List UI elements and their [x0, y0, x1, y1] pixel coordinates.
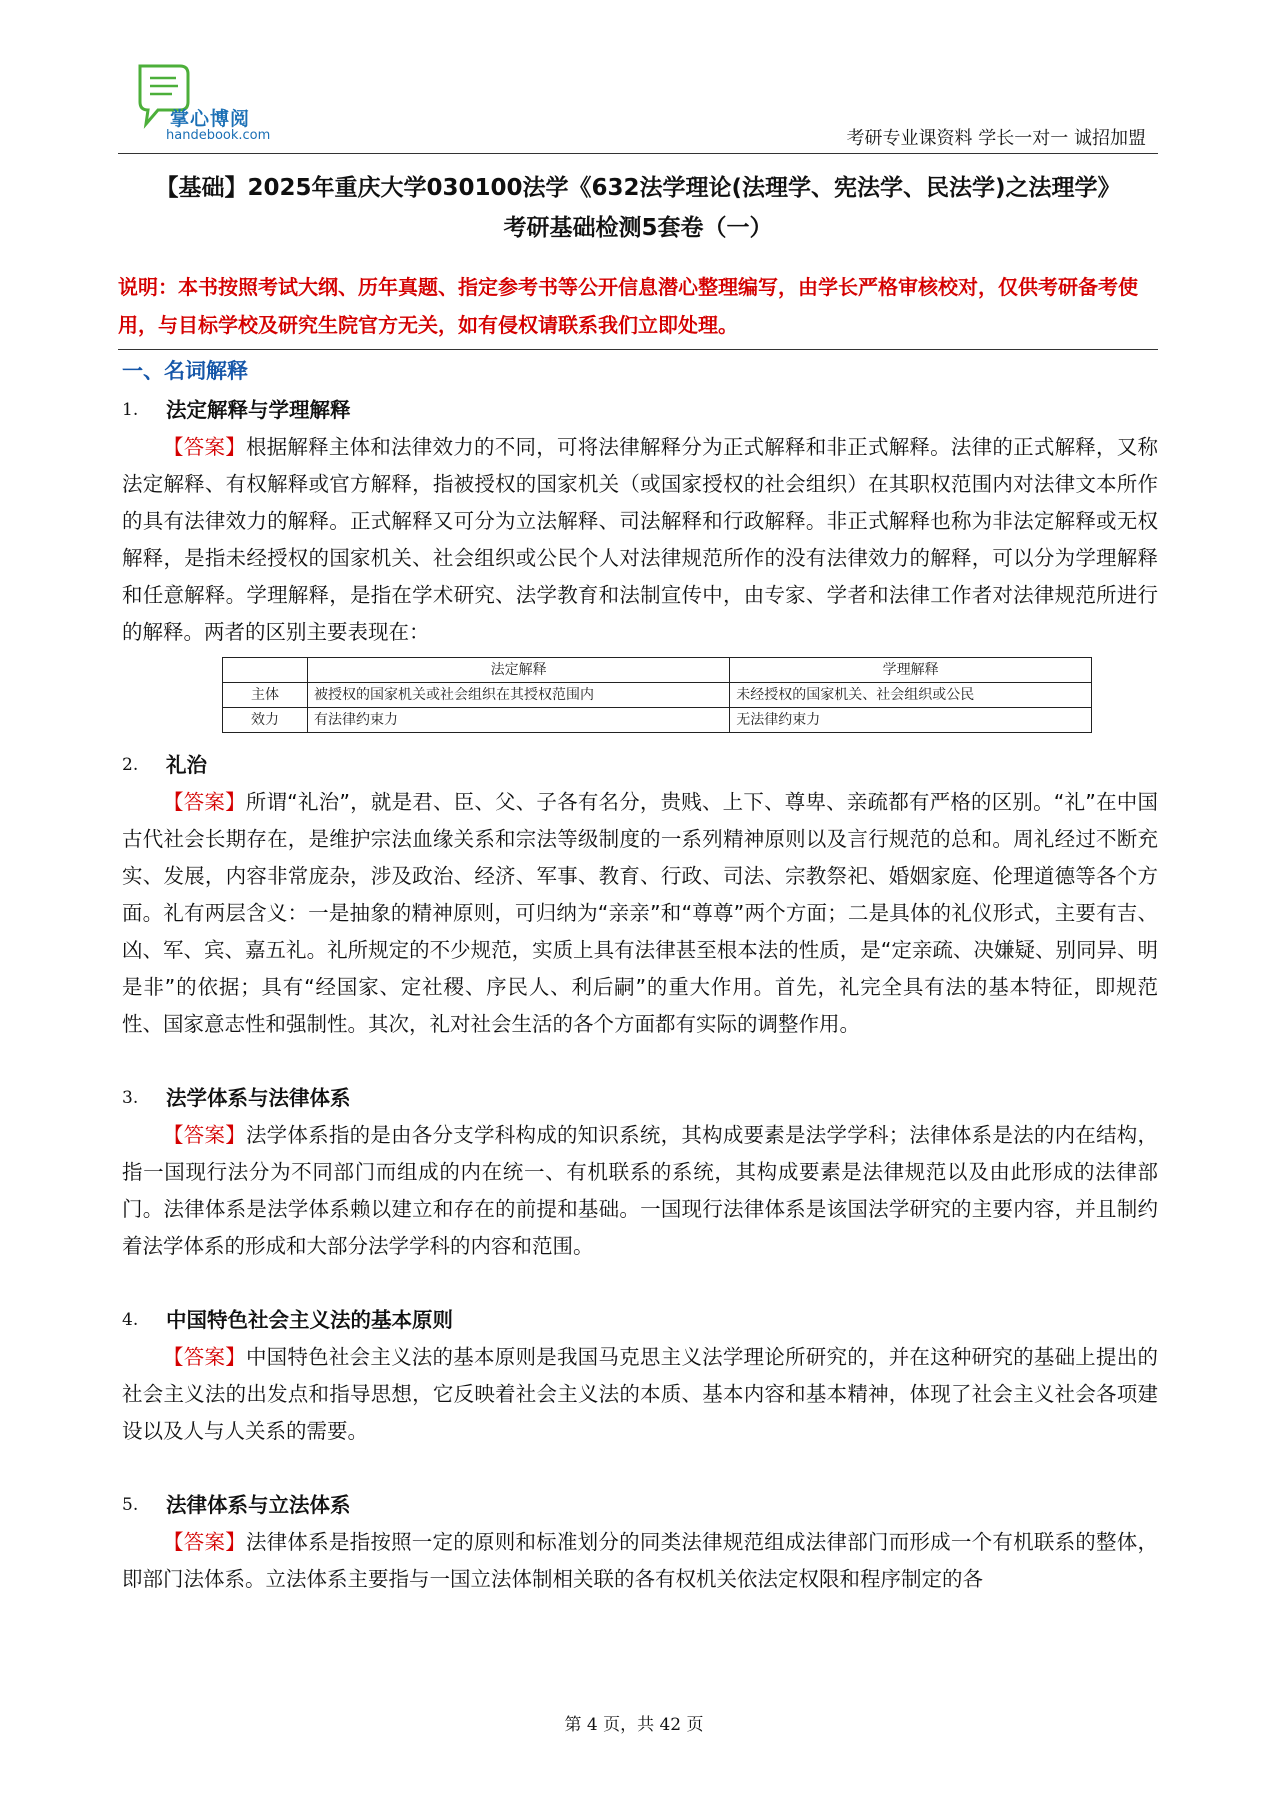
question-term: 礼治 [166, 753, 207, 777]
notice-divider [118, 349, 1158, 350]
question-heading [122, 1080, 1158, 1117]
question-number: 2. [122, 755, 139, 775]
answer-text: 法学体系指的是由各分支学科构成的知识系统，其构成要素是法学学科；法律体系是法的内在结构，指一国现行法分为不同部门而组成的内在统一、有机联系的系统，其构成要素是法律规范以及由此形成的法律部门。法律体系是法学体系赖以建立和存在的前提和基础。一国现行法律体系是该国法学研究的主要内容，并且制约着法学体系的形成和大部分法学学科的内容和范围。 [122, 1123, 1158, 1258]
answer-paragraph [122, 1117, 1158, 1265]
answer-label: 【答案】 [163, 1123, 246, 1147]
question-heading [122, 392, 1158, 429]
section-title: 一、名词解释 [122, 359, 248, 383]
answer-paragraph [122, 784, 1158, 1043]
spacer [122, 1043, 1158, 1080]
table-header-cell [223, 658, 308, 683]
answer-paragraph [122, 1524, 1158, 1598]
title-line-1: 【基础】2025年重庆大学030100法学《632法学理论(法理学、宪法学、民法学)之法理学》 [155, 175, 1121, 201]
comparison-table [222, 657, 1092, 733]
table-header-row [223, 658, 1092, 683]
answer-text: 所谓“礼治”，就是君、臣、父、子各有名分，贵贱、上下、尊卑、亲疏都有严格的区别。“礼”在中国古代社会长期存在，是维护宗法血缘关系和宗法等级制度的一系列精神原则以及言行规范的总和。周礼经过不断充实、发展，内容非常庞杂，涉及政治、经济、军事、教育、行政、司法、宗教祭祀、婚姻家庭、伦理道德等各个方面。礼有两层含义：一是抽象的精神原则，可归纳为“亲亲”和“尊尊”两个方面；二是具体的礼仪形式，主要有吉、凶、军、宾、嘉五礼。礼所规定的不少规范，实质上具有法律甚至根本法的性质，是“定亲疏、决嫌疑、别同异、明是非”的依据；具有“经国家、定社稷、序民人、利后嗣”的重大作用。首先，礼完全具有法的基本特征，即规范性、国家意志性和强制性。其次，礼对社会生活的各个方面都有实际的调整作用。 [122, 790, 1158, 1036]
table-cell: 主体 [223, 683, 308, 708]
spacer [122, 1265, 1158, 1302]
spacer [122, 1450, 1158, 1487]
question-term: 法定解释与学理解释 [166, 398, 351, 422]
page-footer: 第 4 页，共 42 页 [564, 1715, 704, 1735]
header-tagline: 考研专业课资料 学长一对一 诚招加盟 [846, 128, 1146, 149]
table-cell: 效力 [223, 708, 308, 733]
table-cell: 无法律约束力 [730, 708, 1092, 733]
questions-content [122, 392, 1158, 1598]
table-cell: 被授权的国家机关或社会组织在其授权范围内 [308, 683, 730, 708]
title-line-2: 考研基础检测5套卷（一） [503, 215, 773, 241]
table-header-cell: 法定解释 [308, 658, 730, 683]
question-term: 法学体系与法律体系 [166, 1086, 351, 1110]
disclaimer-notice: 说明：本书按照考试大纲、历年真题、指定参考书等公开信息潜心整理编写，由学长严格审核校对，仅供考研备考使用，与目标学校及研究生院官方无关，如有侵权请联系我们立即处理。 [118, 275, 1138, 337]
question-number: 1. [122, 400, 139, 420]
answer-label: 【答案】 [163, 790, 246, 814]
question-heading [122, 1487, 1158, 1524]
logo-text: 掌心博阅 [170, 108, 251, 130]
document-title [118, 168, 1158, 248]
table-header-cell: 学理解释 [730, 658, 1092, 683]
answer-text: 中国特色社会主义法的基本原则是我国马克思主义法学理论所研究的，并在这种研究的基础上提出的社会主义法的出发点和指导思想，它反映着社会主义法的本质、基本内容和基本精神，体现了社会主义社会各项建设以及人与人关系的需要。 [122, 1345, 1158, 1443]
answer-text: 根据解释主体和法律效力的不同，可将法律解释分为正式解释和非正式解释。法律的正式解释，又称法定解释、有权解释或官方解释，指被授权的国家机关（或国家授权的社会组织）在其职权范围内对法律文本所作的具有法律效力的解释。正式解释又可分为立法解释、司法解释和行政解释。非正式解释也称为非法定解释或无权解释，是指未经授权的国家机关、社会组织或公民个人对法律规范所作的没有法律效力的解释，可以分为学理解释和任意解释。学理解释，是指在学术研究、法学教育和法制宣传中，由专家、学者和法律工作者对法律规范所进行的解释。两者的区别主要表现在： [122, 435, 1158, 644]
question-number: 5. [122, 1495, 139, 1515]
answer-label: 【答案】 [163, 1530, 246, 1554]
question-heading [122, 1302, 1158, 1339]
question-number: 3. [122, 1088, 139, 1108]
header-divider [118, 153, 1158, 154]
table-cell: 未经授权的国家机关、社会组织或公民 [730, 683, 1092, 708]
answer-paragraph [122, 1339, 1158, 1450]
question-heading [122, 747, 1158, 784]
table-row [223, 708, 1092, 733]
logo-url: handebook.com [166, 128, 271, 143]
answer-text: 法律体系是指按照一定的原则和标准划分的同类法律规范组成法律部门而形成一个有机联系的整体，即部门法体系。立法体系主要指与一国立法体制相关联的各有权机关依法定权限和程序制定的各 [122, 1530, 1158, 1591]
question-term: 法律体系与立法体系 [166, 1493, 351, 1517]
answer-paragraph [122, 429, 1158, 651]
question-term: 中国特色社会主义法的基本原则 [166, 1308, 453, 1332]
answer-label: 【答案】 [163, 435, 246, 459]
question-number: 4. [122, 1310, 139, 1330]
table-row [223, 683, 1092, 708]
answer-label: 【答案】 [163, 1345, 246, 1369]
table-cell: 有法律约束力 [308, 708, 730, 733]
page-header [118, 58, 1158, 156]
